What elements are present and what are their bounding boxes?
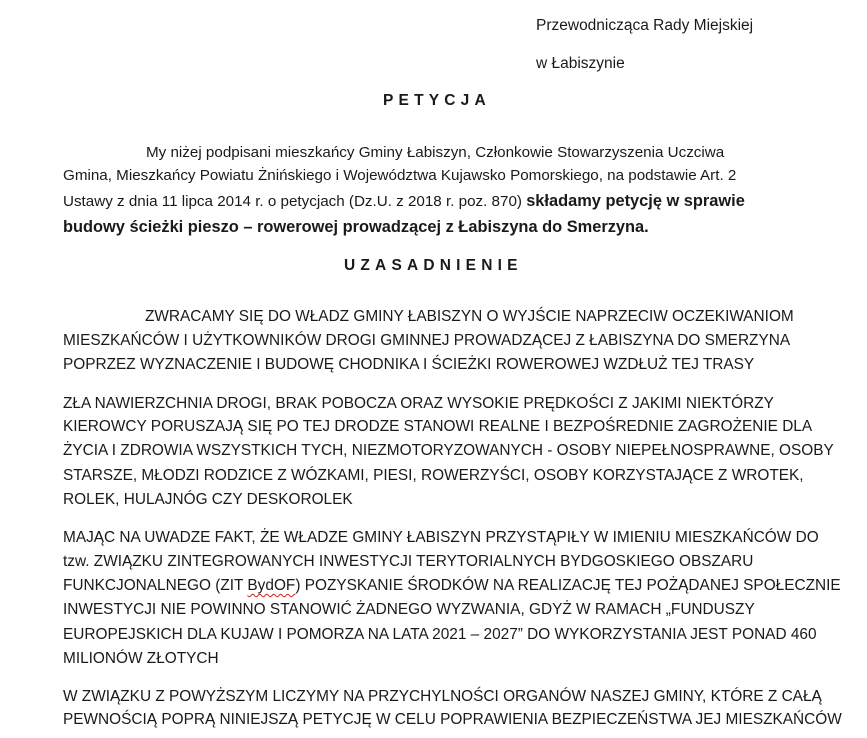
- intro-line-4: budowy ścieżki pieszo – rowerowej prowadzącej z Łabiszyna do Smerzyna.: [63, 218, 649, 236]
- paragraph-2-line-4: STARSZE, MŁODZI RODZICE Z WÓZKAMI, PIESI, ROWERZYŚCI, OSOBY KORZYSTAJĄCE Z WROTEK,: [63, 467, 804, 484]
- paragraph-3-line-2: tzw. ZWIĄZKU ZINTEGROWANYCH INWESTYCJI TERYTORIALNYCH BYDGOSKIEGO OBSZARU: [63, 553, 754, 570]
- addressee-line-2: w Łabiszynie: [536, 55, 625, 72]
- intro-line-2: Gmina, Mieszkańcy Powiatu Żnińskiego i Województwa Kujawsko Pomorskiego, na podstawie Art. 2: [63, 167, 737, 184]
- paragraph-2-line-1: ZŁA NAWIERZCHNIA DROGI, BRAK POBOCZA ORAZ WYSOKIE PRĘDKOŚCI Z JAKIMI NIEKTÓRZY: [63, 395, 774, 412]
- paragraph-3-line-5: EUROPEJSKICH DLA KUJAW I POMORZA NA LATA 2021 – 2027” DO WYKORZYSTANIA JEST PONAD 460: [63, 626, 817, 643]
- paragraph-3-line-6: MILIONÓW ZŁOTYCH: [63, 650, 219, 667]
- addressee-line-1: Przewodnicząca Rady Miejskiej: [536, 17, 754, 34]
- document-title: PETYCJA: [383, 92, 491, 109]
- justification-title: UZASADNIENIE: [344, 257, 523, 274]
- paragraph-3-line-4: INWESTYCJI NIE POWINNO STANOWIĆ ŻADNEGO WYZWANIA, GDYŻ W RAMACH „FUNDUSZY: [63, 601, 755, 618]
- paragraph-3-line-1: MAJĄC NA UWADZE FAKT, ŻE WŁADZE GMINY ŁABISZYN PRZYSTĄPIŁY W IMIENIU MIESZKAŃCÓW DO: [63, 529, 819, 546]
- paragraph-4-line-1: W ZWIĄZKU Z POWYŻSZYM LICZYMY NA PRZYCHYLNOŚCI ORGANÓW NASZEJ GMINY, KTÓRE Z CAŁĄ: [63, 688, 822, 705]
- intro-line-3-bold: składamy petycję w sprawie: [526, 192, 745, 210]
- paragraph-3-line-3: [63, 576, 841, 596]
- paragraph-3-line-3-c: ) POZYSKANIE ŚRODKÓW NA REALIZACJĘ TEJ POŻĄDANEJ SPOŁECZNIE: [295, 577, 841, 594]
- paragraph-2-line-5: ROLEK, HULAJNÓG CZY DESKOROLEK: [63, 491, 353, 508]
- paragraph-2-line-2: KIEROWCY PORUSZAJĄ SIĘ PO TEJ DRODZE STANOWI REALNE I BEZPOŚREDNIE ZAGROŻENIE DLA: [63, 418, 813, 435]
- paragraph-1-line-1: ZWRACAMY SIĘ DO WŁADZ GMINY ŁABISZYN O WYJŚCIE NAPRZECIW OCZEKIWANIOM: [145, 308, 794, 325]
- intro-line-1: My niżej podpisani mieszkańcy Gminy Łabiszyn, Członkowie Stowarzyszenia Uczciwa: [146, 144, 725, 161]
- paragraph-1-line-2: MIESZKAŃCÓW I UŻYTKOWNIKÓW DROGI GMINNEJ PROWADZĄCEJ Z ŁABISZYNA DO SMERZYNA: [63, 332, 791, 349]
- paragraph-2-line-3: ŻYCIA I ZDROWIA WSZYSTKICH TYCH, NIEZMOTORYZOWANYCH - OSOBY NIEPEŁNOSPRAWNE, OSOBY: [63, 442, 834, 459]
- spellcheck-word: BydOF: [247, 577, 296, 594]
- paragraph-1-line-3: POPRZEZ WYZNACZENIE I BUDOWĘ CHODNIKA I ŚCIEŻKI ROWEROWEJ WZDŁUŻ TEJ TRASY: [63, 356, 755, 373]
- intro-line-3: [63, 191, 745, 212]
- paragraph-4-line-2: PEWNOŚCIĄ POPRĄ NINIEJSZĄ PETYCJĘ W CELU POPRAWIENIA BEZPIECZEŃSTWA JEJ MIESZKAŃCÓW: [63, 711, 842, 728]
- intro-line-3-regular: Ustawy z dnia 11 lipca 2014 r. o petycjach (Dz.U. z 2018 r. poz. 870): [63, 193, 527, 210]
- paragraph-3-line-3-a: FUNKCJONALNEGO (ZIT: [63, 577, 248, 594]
